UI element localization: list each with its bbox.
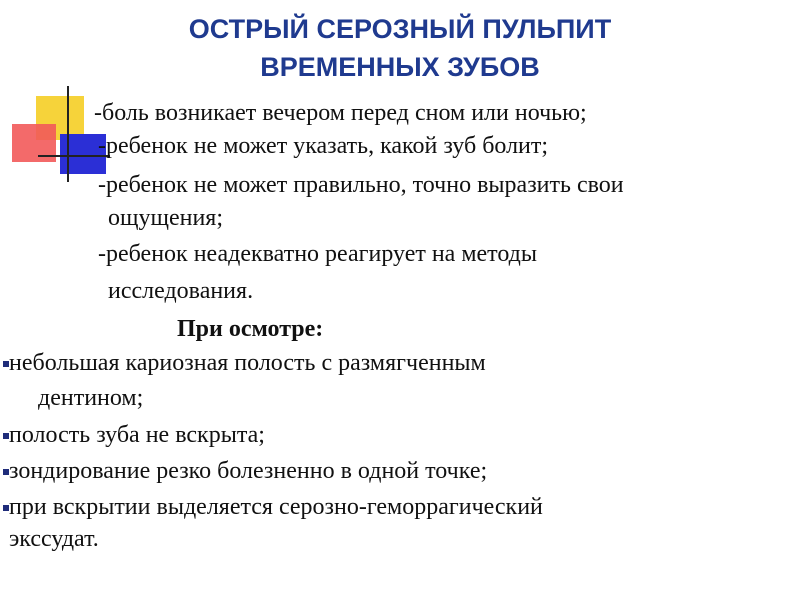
finding-1: небольшая кариозная полость с размягченным [9, 350, 486, 376]
symptom-4: -ребенок неадекватно реагирует на методы [98, 241, 537, 267]
finding-4-cont: экссудат. [9, 526, 99, 552]
finding-3: зондирование резко болезненно в одной точке; [9, 458, 488, 484]
symptom-4-cont: исследования. [108, 278, 254, 304]
symptom-2: -ребенок не может указать, какой зуб болит; [98, 133, 549, 159]
symptom-1: -боль возникает вечером перед сном или ночью; [94, 100, 587, 126]
symptom-3-cont: ощущения; [108, 205, 224, 231]
symptom-3: -ребенок не может правильно, точно выразить свои [98, 172, 624, 198]
page-title [0, 10, 800, 86]
finding-1-cont: дентином; [38, 385, 144, 411]
title-line-1: ОСТРЫЙ СЕРОЗНЫЙ ПУЛЬПИТ [188, 14, 612, 44]
title-line-2: ВРЕМЕННЫХ ЗУБОВ [260, 52, 540, 82]
finding-4: при вскрытии выделяется серозно-геморрагический [9, 494, 543, 520]
exam-heading: При осмотре: [177, 316, 324, 342]
finding-2: полость зуба не вскрыта; [9, 422, 265, 448]
